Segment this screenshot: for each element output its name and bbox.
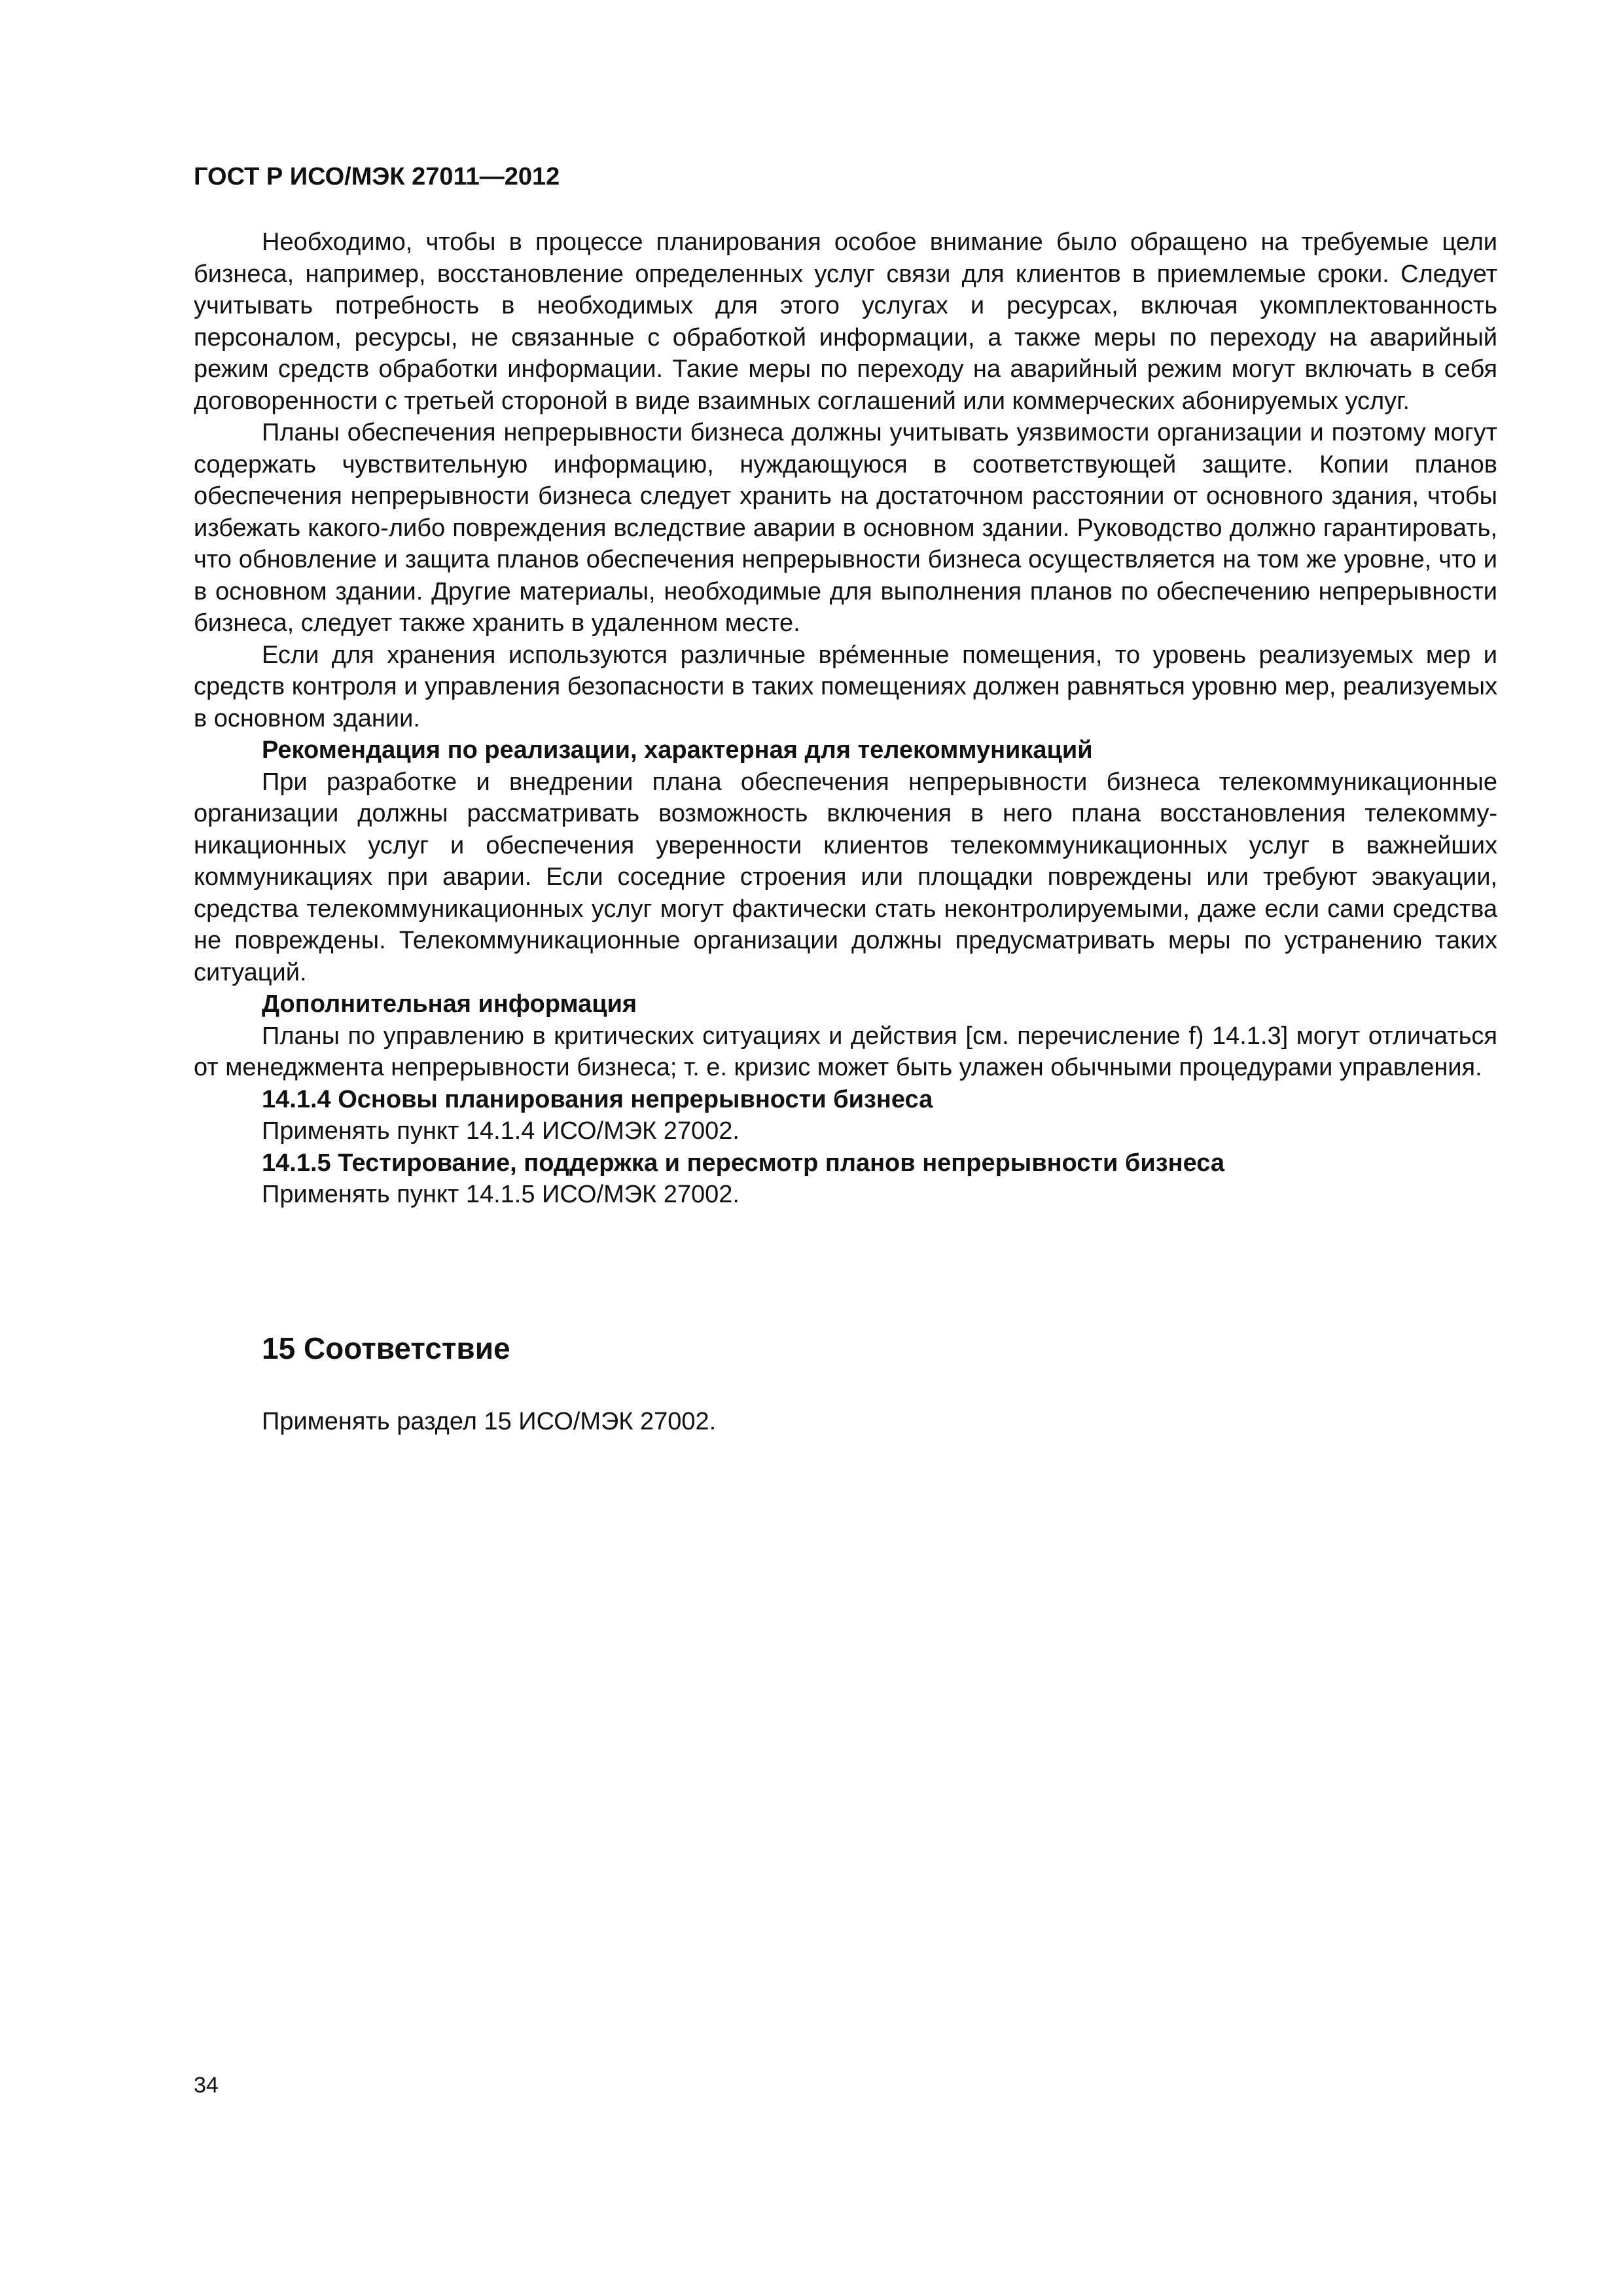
heading-14-1-5: 14.1.5 Тестирование, поддержка и пересмотр планов непрерывности бизнеса bbox=[262, 1149, 1224, 1177]
heading-14-1-4: 14.1.4 Основы планирования непрерывности бизнеса bbox=[262, 1085, 933, 1113]
text-14-1-4: Применять пункт 14.1.4 ИСО/МЭК 27002. bbox=[262, 1117, 740, 1145]
paragraph-plan-protection: Планы обеспечения непрерывности бизнеса должны учитывать уязвимости организации и поэтому могут содержать чувствительную информацию, нуждающуюся в соответствующей защите. Копии планов обеспечения непрерывности бизнеса следует хранить на достаточном расстоянии от основного здания, чтобы избежать какого-либо повреждения вследствие аварии в основном здании. Руководство должно гарантировать, что обновление и защита планов обеспечения непрерывности бизнеса осуществляется на том же уровне, что и в основном здании. Другие материалы, необходимые для выполнения планов по обеспечению непрерывности бизнеса, следует также хранить в удаленном месте. bbox=[194, 419, 1497, 637]
heading-telecom-recommendation: Рекомендация по реализации, характерная для телекоммуникаций bbox=[262, 736, 1093, 764]
document-header: ГОСТ Р ИСО/МЭК 27011—2012 bbox=[194, 163, 560, 190]
paragraph-planning-goals: Необходимо, чтобы в процессе планирования особое внимание было обращено на требуемые цели бизнеса, например, восстановление определенных услуг связи для клиентов в приемлемые сроки. Следует учитывать потребность в необходимых для этого услугах и ресурсах, включая укомплектованность персоналом, ресурсы, не связанные с обработкой информации, а также меры по переходу на аварийный режим средств обработки информации. Такие меры по переходу на аварийный режим могут включать в себя договоренности с третьей стороной в виде взаимных соглашений или коммерческих абонируемых услуг. bbox=[194, 228, 1497, 415]
text-14-1-5: Применять пункт 14.1.5 ИСО/МЭК 27002. bbox=[262, 1181, 740, 1208]
section-15-title: 15 Соответствие bbox=[262, 1331, 510, 1365]
heading-additional-info: Дополнительная информация bbox=[262, 990, 637, 1018]
section-15-text: Применять раздел 15 ИСО/МЭК 27002. bbox=[262, 1408, 717, 1435]
paragraph-telecom-recommendation: При разработке и внедрении плана обеспечения непрерывности бизнеса телекоммуникационные организации должны рассматривать возможность включения в него плана восстановления телекоммуникационных услуг и обеспечения уверенности клиентов телекоммуникационных услуг в важнейших коммуникациях при аварии. Если соседние строения или площадки повреждены или требуют эвакуации, средства телекоммуникационных услуг могут фактически стать неконтролируемыми, даже если сами средства не повреждены. Телекоммуникационные организации должны предусматривать меры по устранению таких ситуаций. bbox=[194, 768, 1497, 986]
document-body bbox=[194, 226, 1497, 1211]
paragraph-temporary-premises: Если для хранения используются различные вре́менные помещения, то уровень реализуемых мер и средств контроля и управления безопасности в таких помещениях должен равняться уровню мер, реализуемых в основном здании. bbox=[194, 641, 1497, 732]
page-number: 34 bbox=[194, 2073, 219, 2098]
paragraph-additional-info: Планы по управлению в критических ситуациях и действия [см. перечисление f) 14.1.3] могут отличаться от менеджмента непрерывности бизнеса; т. е. кризис может быть улажен обычными процедурами управления. bbox=[194, 1022, 1497, 1081]
